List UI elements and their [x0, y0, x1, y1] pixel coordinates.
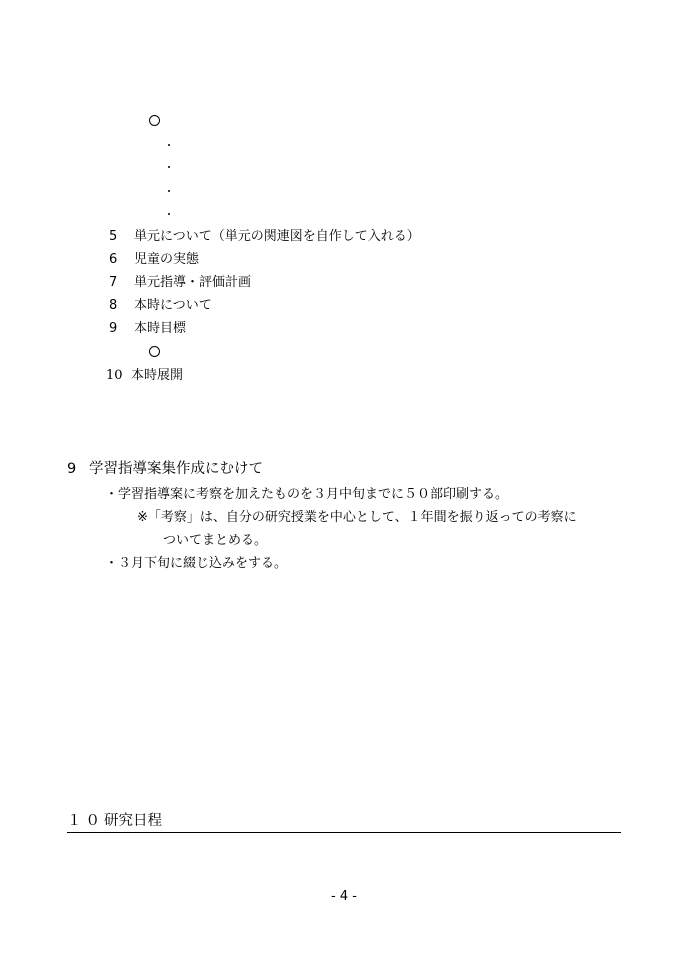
- list-item-number: 5: [109, 229, 118, 244]
- section-title: 研究日程: [104, 813, 162, 829]
- list-item-text: 単元について（単元の関連図を自作して入れる）: [134, 229, 420, 244]
- bullet-text: ・学習指導案に考察を加えたものを３月中旬までに５０部印刷する。: [105, 487, 509, 502]
- list-item-text: 本時目標: [134, 321, 187, 336]
- circle-marker: [149, 115, 160, 126]
- bullet-text: ・３月下旬に綴じ込みをする。: [105, 556, 288, 571]
- section-number: １０: [67, 813, 104, 829]
- sub-bullet-dot: [168, 144, 170, 146]
- section-number: 9: [67, 461, 77, 477]
- note-text: ※「考察」は、自分の研究授業を中心として、１年間を振り返っての考察に: [137, 510, 577, 525]
- circle-marker: [149, 346, 160, 357]
- section-title: 学習指導案集作成にむけて: [89, 461, 263, 477]
- sub-bullet-dot: [168, 213, 170, 215]
- note-text-continued: ついてまとめる。: [163, 533, 268, 548]
- list-item-number: 8: [109, 298, 118, 313]
- list-item-number: 6: [109, 252, 118, 267]
- list-item-number: 7: [109, 275, 118, 290]
- list-item-number: 10: [106, 368, 123, 383]
- sub-bullet-dot: [168, 190, 170, 192]
- page-number: - 4 -: [331, 889, 357, 904]
- sub-bullet-dot: [168, 166, 170, 168]
- list-item-text: 本時について: [134, 298, 212, 313]
- section-underline: [67, 832, 621, 833]
- list-item-number: 9: [109, 321, 118, 336]
- list-item-text: 本時展開: [131, 368, 184, 383]
- list-item-text: 単元指導・評価計画: [134, 275, 252, 290]
- list-item-text: 児童の実態: [134, 252, 200, 267]
